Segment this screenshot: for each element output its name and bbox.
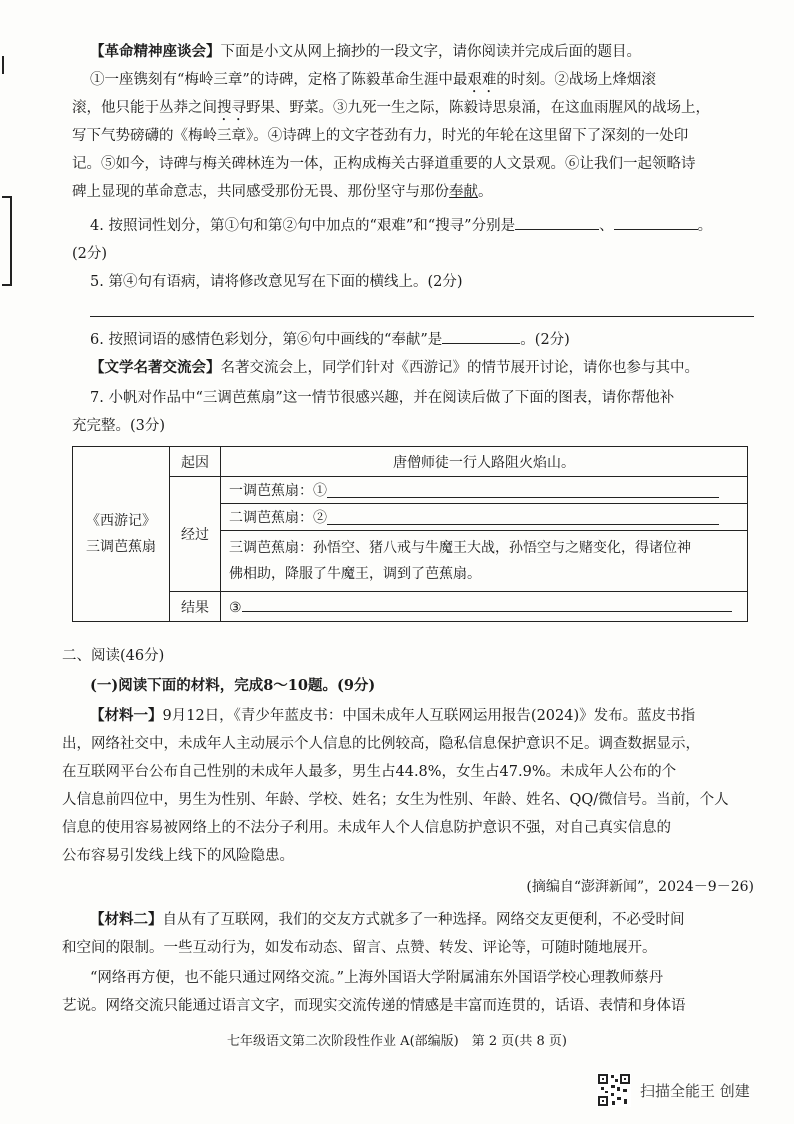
- margin-mark: [2, 56, 4, 74]
- header-process: 经过: [170, 477, 221, 592]
- dotted-word: 搜寻: [217, 100, 246, 116]
- material-2-line: 和空间的限制。一些互动行为，如发布动态、留言、点赞、转发、评论等，可随时随地展开。: [62, 940, 657, 956]
- margin-mark: [10, 196, 12, 286]
- result-cell: ③: [221, 592, 748, 622]
- material-1-line: 在互联网平台公布自己性别的未成年人最多，男生占44.8%，女生占47.9%。未成年人公布的个: [62, 764, 677, 780]
- margin-mark: [2, 284, 12, 286]
- process-row: 三调芭蕉扇：孙悟空、猪八戒与牛魔王大战，孙悟空与之赌变化，得诸位神 佛相助，降服了牛魔王，调到了芭蕉扇。: [229, 540, 691, 582]
- material-2-line: 【材料二】自从有了互联网，我们的交友方式就多了一种选择。网络交友更便利，不必受时间: [90, 911, 685, 928]
- source-citation: (摘编自“澎湃新闻”，2024－9－26): [526, 879, 754, 895]
- cause-cell: 唐僧师徒一行人路阻火焰山。: [221, 447, 748, 477]
- material-tag: 【材料二】: [90, 911, 163, 928]
- answer-line[interactable]: [327, 483, 719, 498]
- question-4-score: (2分): [72, 246, 108, 262]
- section-tag: 【革命精神座谈会】: [90, 43, 221, 60]
- answer-blank[interactable]: [515, 213, 599, 230]
- question-5: 5. 第④句有语病，请将修改意见写在下面的横线上。(2分): [90, 274, 463, 290]
- revolution-intro: 【革命精神座谈会】下面是小文从网上摘抄的一段文字，请你阅读并完成后面的题目。: [90, 43, 641, 60]
- material-2-line: “网络再方便，也不能只通过网络交流。”上海外国语大学附属浦东外国语学校心理教师蔡丹: [90, 970, 664, 986]
- process-cell: [221, 477, 748, 592]
- answer-line[interactable]: [242, 597, 732, 612]
- question-7: 7. 小帆对作品中“三调芭蕉扇”这一情节很感兴趣，并在阅读后做了下面的图表，请你帮他补: [90, 390, 675, 406]
- header-result: 结果: [170, 592, 221, 622]
- material-1-line: 信息的使用容易被网络上的不法分子利用。未成年人个人信息防护意识不强，对自己真实信息的: [62, 820, 671, 836]
- header-cause: 起因: [170, 447, 221, 477]
- section-tag: 【文学名著交流会】: [90, 359, 221, 376]
- material-tag: 【材料一】: [90, 707, 163, 724]
- section-2-sub: (一)阅读下面的材料，完成8～10题。(9分): [90, 677, 376, 694]
- question-4: 4. 按照词性划分，第①句和第②句中加点的“艰难”和“搜寻”分别是 、 。: [90, 212, 756, 240]
- material-1-line: 公布容易引发线上线下的风险隐患。: [62, 848, 294, 864]
- section-2-title: 二、阅读(46分): [62, 648, 165, 664]
- answer-blank[interactable]: [614, 213, 698, 230]
- question-6: 6. 按照词语的感情色彩划分，第⑥句中画线的“奉献”是 。(2分): [90, 326, 756, 354]
- passage-line: 碑上显现的革命意志，共同感受那份无畏、那份坚守与那份奉献。: [72, 184, 493, 200]
- scanner-watermark: 扫描全能王 创建: [640, 1082, 750, 1100]
- process-row: 二调芭蕉扇：②: [221, 504, 747, 531]
- qr-code-icon: [597, 1073, 631, 1107]
- table-title-cell: 《西游记》 三调芭蕉扇: [73, 447, 170, 622]
- literature-intro: 【文学名著交流会】名著交流会上，同学们针对《西游记》的情节展开讨论，请你也参与其中。: [90, 359, 699, 376]
- process-row: 一调芭蕉扇：①: [221, 477, 747, 504]
- passage-line: ①一座镌刻有“梅岭三章”的诗碑，定格了陈毅革命生涯中最艰难的时刻。②战场上烽烟滚: [90, 72, 656, 88]
- page-footer: 七年级语文第二次阶段性作业 A(部编版) 第 2 页(共 8 页): [227, 1034, 567, 1049]
- answer-line[interactable]: [90, 316, 754, 317]
- dotted-word: 艰难: [467, 72, 497, 88]
- question-7-line2: 充完整。(3分): [72, 418, 166, 434]
- material-1-line: 【材料一】9月12日，《青少年蓝皮书：中国未成年人互联网运用报告(2024)》发布。蓝皮书指: [90, 707, 696, 724]
- underlined-word: 奉献: [449, 184, 478, 200]
- material-2-line: 艺说。网络交流只能通过语言文字，而现实交流传递的情感是丰富而连贯的，话语、表情和身体语: [62, 998, 686, 1014]
- passage-line: 记。⑤如今，诗碑与梅关碑林连为一体，正构成梅关古驿道重要的人文景观。⑥让我们一起领略诗: [72, 156, 696, 172]
- material-1-line: 人信息前四位中，男生为性别、年龄、学校、姓名；女生为性别、年龄、姓名、QQ/微信号。当前，个人: [62, 792, 729, 808]
- passage-line: 写下气势磅礴的《梅岭三章》。④诗碑上的文字苍劲有力，时光的年轮在这里留下了深刻的一处印: [72, 128, 689, 144]
- material-1-line: 出，网络社交中，未成年人主动展示个人信息的比例较高，隐私信息保护意识不足。调查数据显示，: [62, 736, 700, 752]
- plot-table: [72, 446, 748, 622]
- answer-blank[interactable]: [442, 327, 520, 344]
- answer-line[interactable]: [327, 510, 719, 525]
- passage-line: 滚，他只能于丛莽之间搜寻野果、野菜。③九死一生之际，陈毅诗思泉涌，在这血雨腥风的战场上，: [72, 100, 710, 116]
